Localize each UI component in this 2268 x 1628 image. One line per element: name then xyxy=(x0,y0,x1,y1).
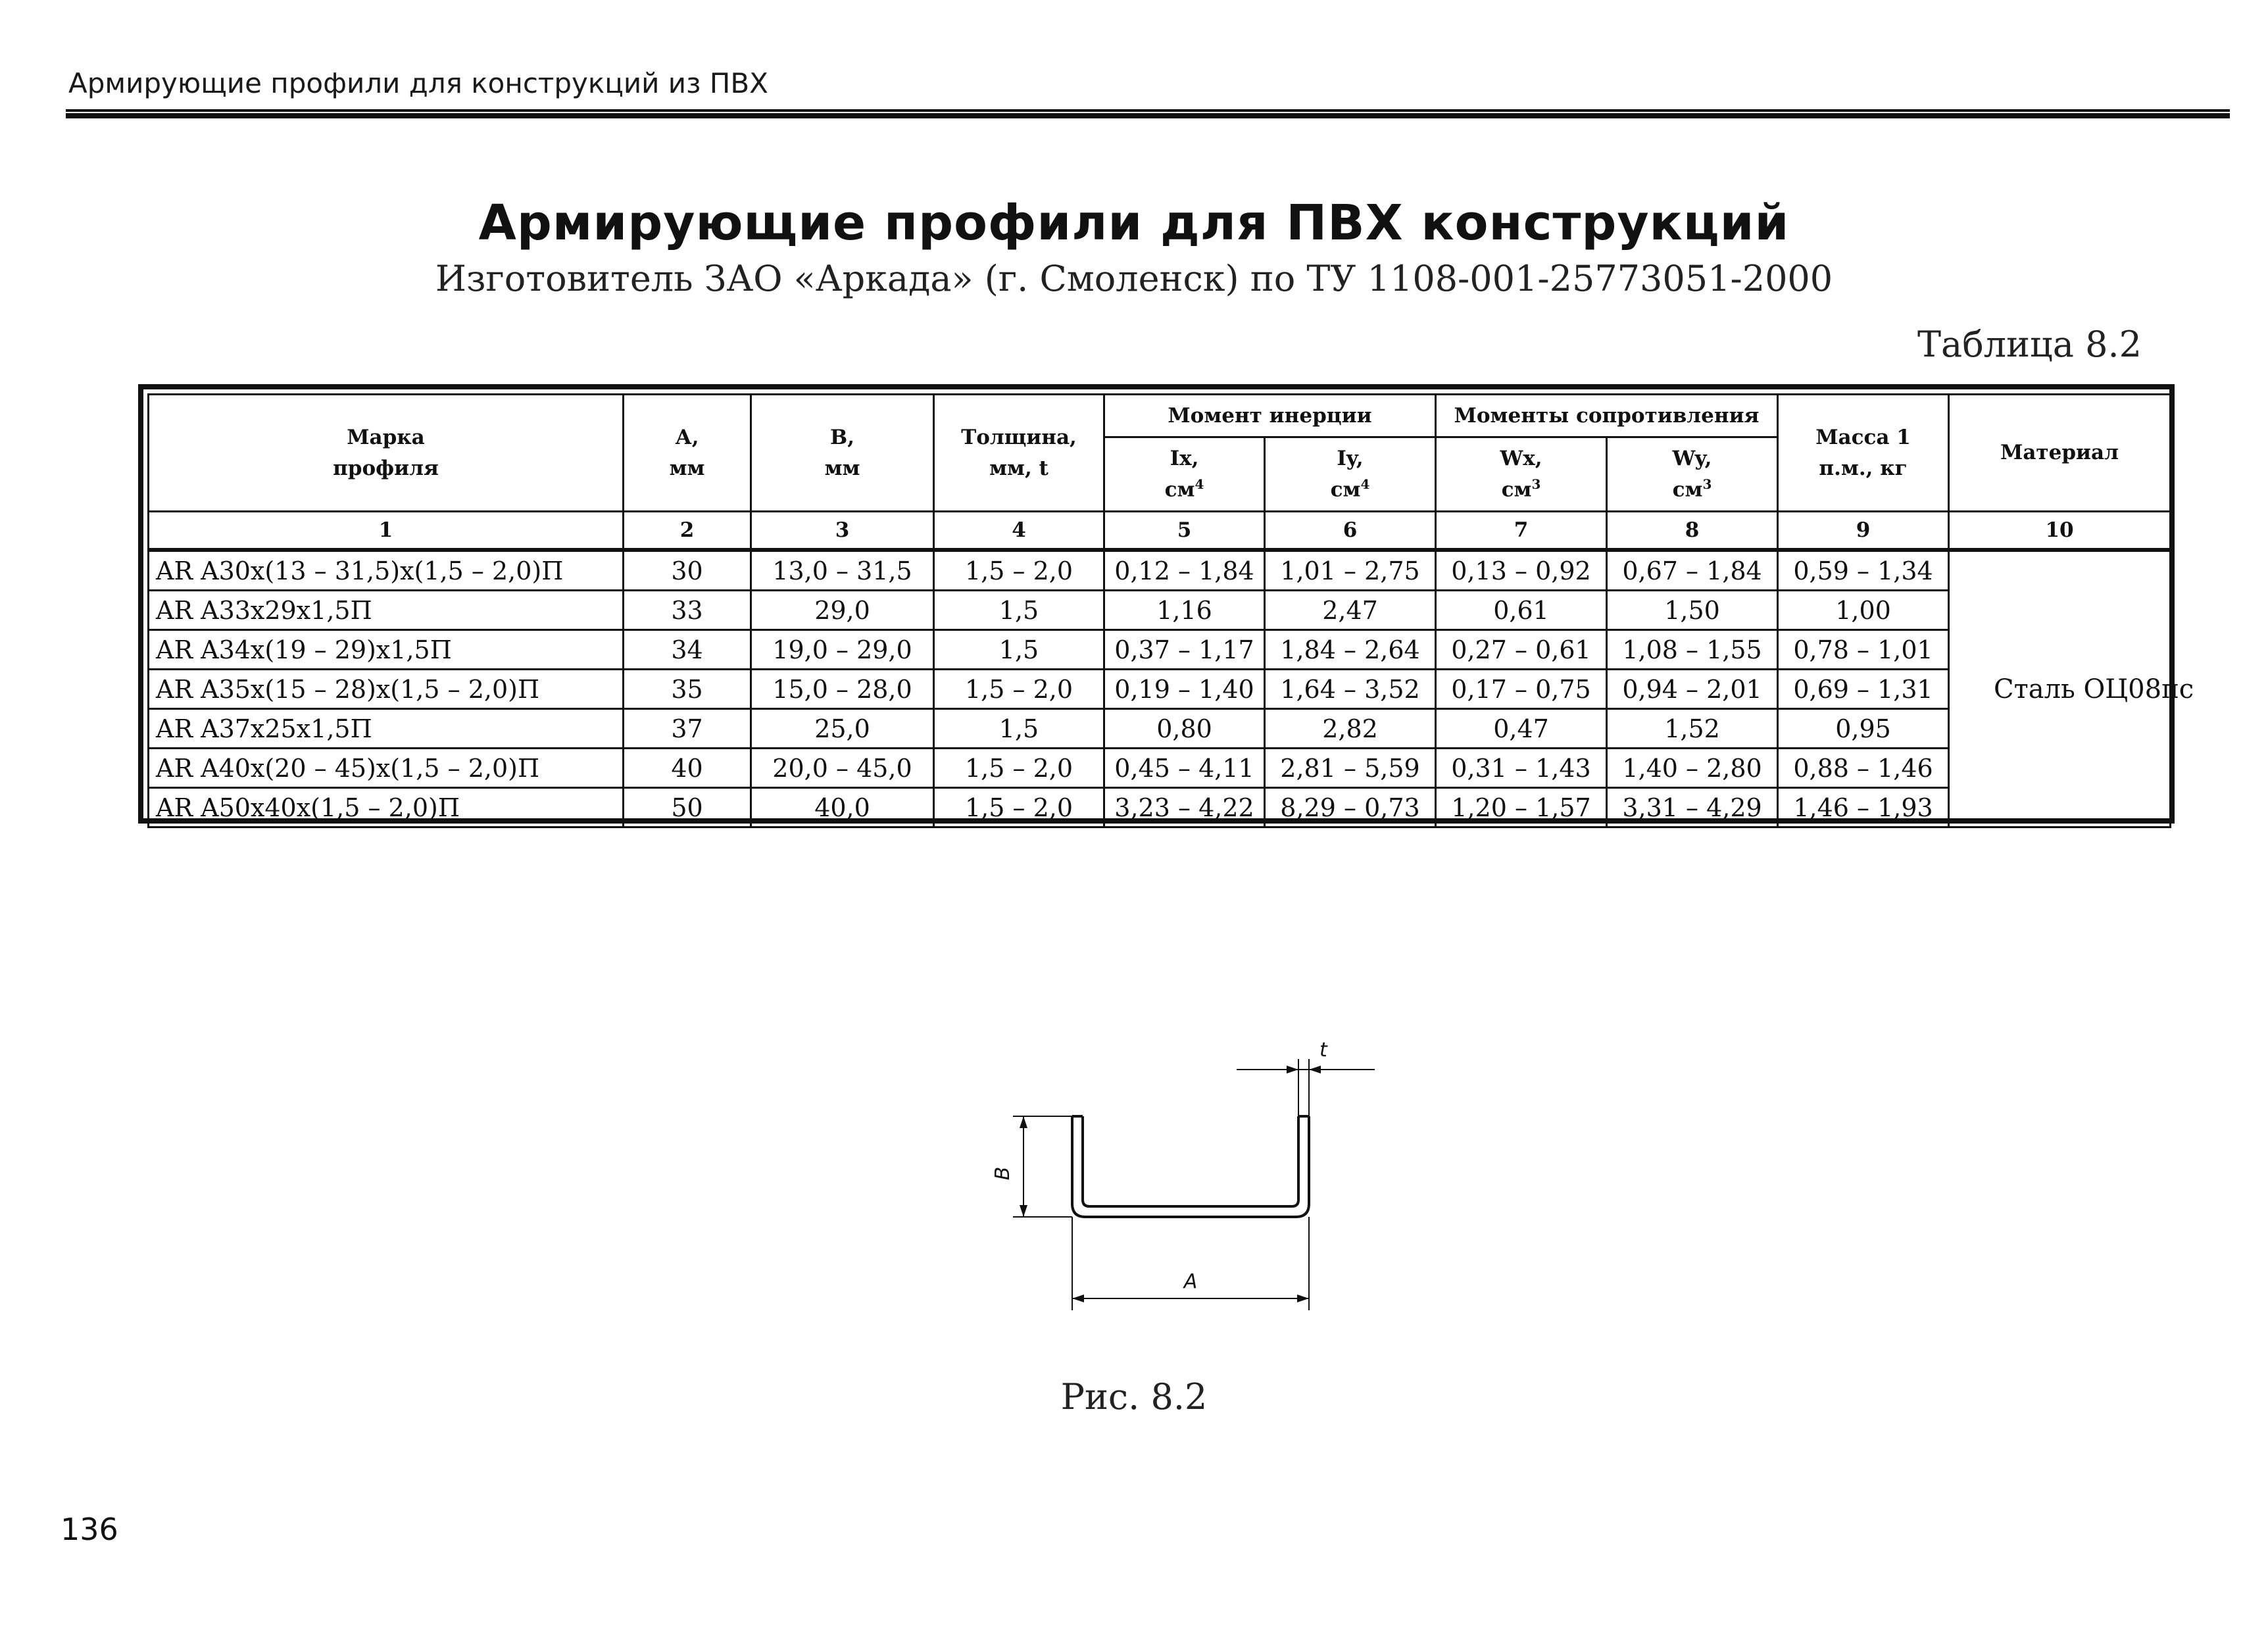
cell-iy: 1,64 – 3,52 xyxy=(1265,670,1436,709)
profiles-table xyxy=(147,393,2194,828)
cell-mass: 0,78 – 1,01 xyxy=(1778,630,1949,670)
cell-a: 33 xyxy=(624,591,751,630)
cell-ix: 0,80 xyxy=(1104,709,1265,749)
cell-wy: 1,50 xyxy=(1607,591,1778,630)
cell-a: 30 xyxy=(624,550,751,591)
dimension-b-arrow-bottom xyxy=(1020,1205,1027,1217)
header-thickness: Толщина, мм, t xyxy=(934,395,1104,512)
table-row xyxy=(149,591,2171,630)
dimension-a-arrow-left xyxy=(1072,1295,1084,1302)
cell-wx: 0,13 – 0,92 xyxy=(1436,550,1607,591)
header-wy: Wy, $см^3$ xyxy=(1607,437,1778,512)
cell-iy: 1,84 – 2,64 xyxy=(1265,630,1436,670)
cell-a: 34 xyxy=(624,630,751,670)
cell-wx: 0,31 – 1,43 xyxy=(1436,749,1607,788)
page-subtitle: Изготовитель ЗАО «Аркада» (г. Смоленск) по ТУ 1108-001-25773051-2000 xyxy=(435,258,1833,299)
column-number: 10 xyxy=(1949,512,2171,551)
cell-thickness: 1,5 xyxy=(934,591,1104,630)
cell-wy: 0,67 – 1,84 xyxy=(1607,550,1778,591)
dimension-b-label: В xyxy=(991,1166,1014,1181)
cell-ix: 1,16 xyxy=(1104,591,1265,630)
header-iy: Iy, $см^4$ xyxy=(1265,437,1436,512)
cell-ix: 3,23 – 4,22 xyxy=(1104,788,1265,827)
dimension-t-label: t xyxy=(1319,1039,1327,1062)
cell-material: Сталь ОЦ08пс xyxy=(1949,550,2171,827)
cell-wy: 0,94 – 2,01 xyxy=(1607,670,1778,709)
cell-thickness: 1,5 – 2,0 xyxy=(934,749,1104,788)
header-resistance-group: Моменты сопротивления xyxy=(1436,395,1778,437)
cell-wy: 1,40 – 2,80 xyxy=(1607,749,1778,788)
cell-mark: AR A40x(20 – 45)x(1,5 – 2,0)П xyxy=(149,749,624,788)
cell-mark: AR A35x(15 – 28)x(1,5 – 2,0)П xyxy=(149,670,624,709)
cell-mass: 0,69 – 1,31 xyxy=(1778,670,1949,709)
cell-mark: AR A33x29x1,5П xyxy=(149,591,624,630)
cell-iy: 2,47 xyxy=(1265,591,1436,630)
page-number: 136 xyxy=(61,1512,118,1547)
cell-wx: 1,20 – 1,57 xyxy=(1436,788,1607,827)
table-row xyxy=(149,749,2171,788)
cell-iy: 8,29 – 0,73 xyxy=(1265,788,1436,827)
u-profile-inner-outline xyxy=(1083,1116,1298,1206)
cell-a: 35 xyxy=(624,670,751,709)
cell-mark: AR A30x(13 – 31,5)x(1,5 – 2,0)П xyxy=(149,550,624,591)
column-number: 1 xyxy=(149,512,624,551)
cell-wx: 0,17 – 0,75 xyxy=(1436,670,1607,709)
cell-mass: 0,59 – 1,34 xyxy=(1778,550,1949,591)
cell-a: 40 xyxy=(624,749,751,788)
cell-mass: 0,88 – 1,46 xyxy=(1778,749,1949,788)
cell-a: 50 xyxy=(624,788,751,827)
cell-ix: 0,45 – 4,11 xyxy=(1104,749,1265,788)
cell-wy: 1,52 xyxy=(1607,709,1778,749)
cell-mass: 1,00 xyxy=(1778,591,1949,630)
header-wx: Wx, $см^3$ xyxy=(1436,437,1607,512)
table-row xyxy=(149,709,2171,749)
cell-a: 37 xyxy=(624,709,751,749)
table-row xyxy=(149,670,2171,709)
dimension-a-arrow-right xyxy=(1297,1295,1309,1302)
cell-b: 29,0 xyxy=(751,591,934,630)
figure-caption: Рис. 8.2 xyxy=(1060,1376,1208,1418)
header-a: А, мм xyxy=(624,395,751,512)
table-row xyxy=(149,630,2171,670)
cell-mark: AR A34x(19 – 29)x1,5П xyxy=(149,630,624,670)
column-number-row xyxy=(149,512,2171,551)
cell-wy: 1,08 – 1,55 xyxy=(1607,630,1778,670)
table-row xyxy=(149,788,2171,827)
cell-mass: 1,46 – 1,93 xyxy=(1778,788,1949,827)
cell-wy: 3,31 – 4,29 xyxy=(1607,788,1778,827)
header-ix: Ix, $см^4$ xyxy=(1104,437,1265,512)
cell-b: 25,0 xyxy=(751,709,934,749)
cell-mass: 0,95 xyxy=(1778,709,1949,749)
cell-wx: 0,47 xyxy=(1436,709,1607,749)
dimension-t-arrow-right xyxy=(1309,1066,1321,1073)
table-caption: Таблица 8.2 xyxy=(1917,324,2142,365)
header-inertia-group: Момент инерции xyxy=(1104,395,1436,437)
cell-wx: 0,27 – 0,61 xyxy=(1436,630,1607,670)
column-number: 2 xyxy=(624,512,751,551)
column-number: 3 xyxy=(751,512,934,551)
header-mark: Марка профиля xyxy=(149,395,624,512)
cell-ix: 0,37 – 1,17 xyxy=(1104,630,1265,670)
cell-ix: 0,12 – 1,84 xyxy=(1104,550,1265,591)
column-number: 9 xyxy=(1778,512,1949,551)
cell-b: 15,0 – 28,0 xyxy=(751,670,934,709)
header-b: В, мм xyxy=(751,395,934,512)
cell-thickness: 1,5 – 2,0 xyxy=(934,670,1104,709)
cell-thickness: 1,5 xyxy=(934,709,1104,749)
cell-thickness: 1,5 – 2,0 xyxy=(934,550,1104,591)
cell-iy: 2,81 – 5,59 xyxy=(1265,749,1436,788)
page-title: Армирующие профили для ПВХ конструкций xyxy=(478,195,1790,251)
dimension-t-arrow-left xyxy=(1287,1066,1298,1073)
cell-wx: 0,61 xyxy=(1436,591,1607,630)
profiles-table-frame xyxy=(138,384,2194,824)
cell-b: 20,0 – 45,0 xyxy=(751,749,934,788)
cell-mark: AR A37x25x1,5П xyxy=(149,709,624,749)
cell-b: 40,0 xyxy=(751,788,934,827)
column-number: 6 xyxy=(1265,512,1436,551)
header-material: Материал xyxy=(1949,395,2171,512)
column-number: 4 xyxy=(934,512,1104,551)
column-number: 7 xyxy=(1436,512,1607,551)
dimension-a-label: А xyxy=(1183,1270,1198,1293)
cell-mark: AR A50x40x(1,5 – 2,0)П xyxy=(149,788,624,827)
header-rule xyxy=(66,109,2230,118)
cell-iy: 2,82 xyxy=(1265,709,1436,749)
u-profile-figure xyxy=(954,1026,1414,1329)
header-mass: Масса 1 п.м., кг xyxy=(1778,395,1949,512)
column-number: 8 xyxy=(1607,512,1778,551)
column-number: 5 xyxy=(1104,512,1265,551)
table-row xyxy=(149,550,2171,591)
running-header: Армирующие профили для конструкций из ПВХ xyxy=(68,67,768,99)
cell-b: 13,0 – 31,5 xyxy=(751,550,934,591)
dimension-b-arrow-top xyxy=(1020,1116,1027,1128)
u-profile-outline xyxy=(1072,1116,1309,1217)
cell-thickness: 1,5 xyxy=(934,630,1104,670)
cell-thickness: 1,5 – 2,0 xyxy=(934,788,1104,827)
cell-ix: 0,19 – 1,40 xyxy=(1104,670,1265,709)
cell-b: 19,0 – 29,0 xyxy=(751,630,934,670)
cell-iy: 1,01 – 2,75 xyxy=(1265,550,1436,591)
